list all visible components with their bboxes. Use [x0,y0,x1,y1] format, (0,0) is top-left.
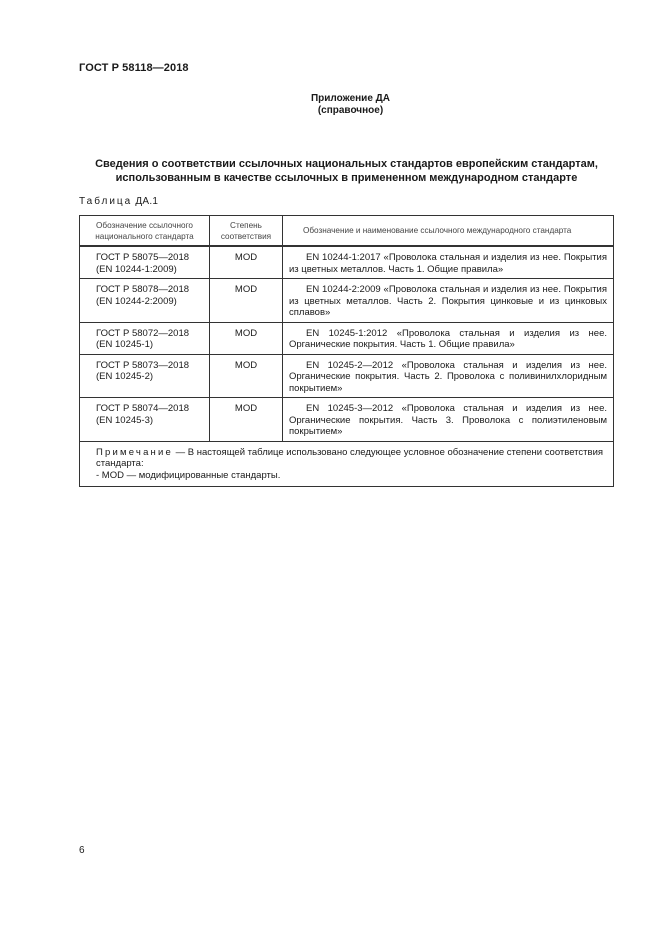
table-caption-word: Таблица [79,196,133,207]
national-standard-code: ГОСТ Р 58078—2018 [96,284,190,295]
note-label: Примечание [96,446,173,458]
header-degree-line-2: соответствия [220,231,272,241]
page-number: 6 [79,845,85,856]
table-header-row [80,216,614,247]
table-row [80,322,614,354]
table-row [80,354,614,398]
national-standard-cell [80,322,210,354]
national-standard-cell [80,398,210,442]
section-title-line-2: использованным в качестве ссылочных в примененном международном стандарте [115,172,578,184]
international-standard-cell: EN 10245-1:2012 «Проволока стальная и изделия из нее. Органические покрытия. Часть 1. Общие правила» [283,322,614,354]
international-standard-cell: EN 10244-2:2009 «Проволока стальная и изделия из нее. Покрытия из цветных металлов. Часть 2. Покрытия цинковые и из цинковых сплавов» [283,279,614,323]
header-national-standard-line-2: национального стандарта [95,231,194,241]
table-row [80,279,614,323]
appendix-subtitle: (справочное) [317,105,384,116]
european-equivalent: (EN 10244-1:2009) [96,263,177,275]
header-degree-line-1: Степень [230,220,262,230]
appendix-heading [0,93,661,117]
header-degree [210,216,283,247]
european-equivalent: (EN 10245-3) [96,414,154,426]
table-caption-number: ДА.1 [135,196,159,207]
european-equivalent: (EN 10244-2:2009) [96,295,177,307]
national-standard-code: ГОСТ Р 58075—2018 [96,252,190,263]
international-standard-cell: EN 10245-3—2012 «Проволока стальная и изделия из нее. Органические покрытия. Часть 3. Проволока с полиэтиленовым покрытием» [283,398,614,442]
table-note-row [80,441,614,487]
note-list-item: - MOD — модифицированные стандарты. [96,469,281,481]
degree-cell: MOD [210,279,283,323]
european-equivalent: (EN 10245-1) [96,339,154,350]
degree-cell: MOD [210,322,283,354]
international-standard-cell: EN 10245-2—2012 «Проволока стальная и изделия из нее. Органические покрытия. Часть 2. Проволока с поливинилхлоридным покрытием» [283,354,614,398]
note-text: — В настоящей таблице использовано следующее условное обозначение степени соответствия стандарта: [96,446,604,469]
header-international-standard: Обозначение и наименование ссылочного международного стандарта [283,216,614,247]
national-standard-code: ГОСТ Р 58072—2018 [96,327,190,339]
document-code: ГОСТ Р 58118—2018 [79,62,189,74]
table-row [80,246,614,279]
appendix-title: Приложение ДА [310,93,391,104]
national-standard-cell [80,354,210,398]
national-standard-code: ГОСТ Р 58073—2018 [96,359,190,371]
degree-cell: MOD [210,246,283,279]
table-caption [79,196,158,207]
reference-standards-table [79,215,614,487]
national-standard-cell [80,246,210,279]
international-standard-cell: EN 10244-1:2017 «Проволока стальная и изделия из нее. Покрытия из цветных металлов. Часть 1. Общие правила» [283,246,614,279]
degree-cell: MOD [210,398,283,442]
european-equivalent: (EN 10245-2) [96,371,154,382]
section-title-line-1: Сведения о соответствии ссылочных национальных стандартов европейским стандартам, [95,158,598,170]
header-national-standard [80,216,210,247]
national-standard-cell [80,279,210,323]
national-standard-code: ГОСТ Р 58074—2018 [96,403,190,414]
table-row [80,398,614,442]
section-title [79,157,614,185]
table-note [80,441,614,487]
degree-cell: MOD [210,354,283,398]
header-national-standard-line-1: Обозначение ссылочного [96,220,193,230]
